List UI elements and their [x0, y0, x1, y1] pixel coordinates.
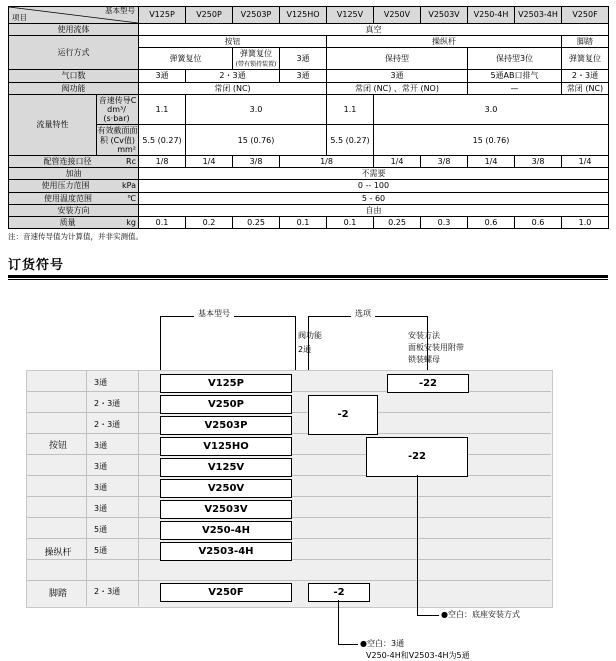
port-row-label: 配管连接口径 — [43, 156, 92, 166]
model-box[interactable]: V125P — [160, 374, 292, 393]
table-row — [9, 24, 609, 36]
model-box[interactable]: V2503V — [160, 500, 292, 519]
row-value: 常闭 (NC) — [139, 82, 327, 94]
footnote-leader-horizontal-2 — [338, 644, 358, 645]
row-value: 操纵杆 — [327, 36, 562, 48]
row-value: 常闭 (NC) — [562, 82, 609, 94]
table-row — [9, 168, 609, 180]
channel-label: 3通 — [94, 462, 108, 472]
row-value: 3通 — [327, 70, 468, 82]
row-label: 安装方向 — [9, 204, 139, 216]
flow-row-label: 有效截面面积 (Cv值) — [97, 126, 138, 145]
order-code-diagram — [8, 288, 608, 661]
row-label — [9, 192, 139, 204]
sub-value-main: 弹簧复位 — [240, 49, 272, 59]
table-row — [9, 192, 609, 204]
row-value: 15 (0.76) — [374, 125, 609, 156]
panel-row-separator — [26, 580, 551, 581]
corner-right-label: 基本型号 — [105, 6, 135, 15]
option-box-2-bottom[interactable]: -2 — [308, 583, 370, 602]
row-value: 3.0 — [374, 94, 609, 125]
table-row — [9, 204, 609, 216]
channel-label: 2・3通 — [94, 399, 121, 409]
row-label: 使用流体 — [9, 24, 139, 36]
table-footnote: 注：音速传导值为计算值，并非实测值。 — [8, 232, 143, 242]
row-unit: kPa — [122, 181, 136, 191]
row-value: 真空 — [139, 24, 609, 36]
row-label-text: 使用压力范围 — [41, 181, 90, 191]
table-row — [9, 94, 609, 125]
model-header: V250F — [562, 7, 609, 24]
sub-value-note: (带有锁持装置) — [235, 60, 277, 68]
option-box-2-top[interactable]: -2 — [308, 395, 378, 435]
row-value: 5.5 (0.27) — [139, 125, 186, 156]
base-model-bracket-left — [160, 316, 161, 370]
row-value: 5.5 (0.27) — [327, 125, 374, 156]
table-row — [9, 125, 609, 156]
model-box[interactable]: V2503P — [160, 416, 292, 435]
model-header: V125HO — [280, 7, 327, 24]
row-label: 阀功能 — [9, 82, 139, 94]
row-value: 1/8 — [139, 155, 186, 167]
row-value: 3/8 — [233, 155, 280, 167]
table-row — [9, 82, 609, 94]
channel-label: 3通 — [94, 441, 108, 451]
channel-label: 3通 — [94, 504, 108, 514]
row-value: 0.25 — [233, 216, 280, 228]
model-header: V2503-4H — [515, 7, 562, 24]
panel-col-separator — [138, 370, 139, 606]
row-value: 15 (0.76) — [186, 125, 327, 156]
model-box[interactable]: V125HO — [160, 437, 292, 456]
row-label: 气口数 — [9, 70, 139, 82]
row-value: 保持型3位 — [468, 48, 562, 70]
mount-method-text2: 锁装螺母 — [408, 355, 440, 365]
model-header: V250V — [374, 7, 421, 24]
row-value: 1/4 — [186, 155, 233, 167]
table-row — [9, 180, 609, 192]
channel-label: 2・3通 — [94, 587, 121, 597]
footnote-leader-horizontal-1 — [417, 615, 439, 616]
channel-label: 2・3通 — [94, 420, 121, 430]
valve-function-value: 2通 — [298, 345, 312, 355]
row-label-text: 质量 — [59, 217, 76, 227]
section-rule-thin — [8, 279, 608, 280]
group-label-lever: 操纵杆 — [44, 548, 72, 559]
row-value — [233, 48, 280, 70]
row-value: 按钮 — [139, 36, 327, 48]
option-caption: 选项 — [351, 308, 375, 319]
option-box-22-mid[interactable]: -22 — [366, 437, 468, 477]
row-label — [9, 216, 139, 228]
row-value: — — [468, 82, 562, 94]
row-value: 5 - 60 — [139, 192, 609, 204]
row-value: 0 -- 100 — [139, 180, 609, 192]
row-value: 0.3 — [421, 216, 468, 228]
row-value: 0.6 — [515, 216, 562, 228]
model-header: V2503V — [421, 7, 468, 24]
model-box[interactable]: V250F — [160, 583, 292, 602]
table-header-row — [9, 7, 609, 24]
row-value: 3/8 — [421, 155, 468, 167]
row-value: 0.6 — [468, 216, 515, 228]
row-value: 自由 — [139, 204, 609, 216]
row-value: 5通AB口排气 — [468, 70, 562, 82]
section-title: 订货符号 — [8, 258, 65, 274]
group-label-foot: 脚踏 — [48, 589, 67, 600]
row-value: 弹簧复位 — [139, 48, 233, 70]
row-value: 1/8 — [280, 155, 374, 167]
option-bracket-left — [308, 316, 309, 328]
model-box[interactable]: V125V — [160, 458, 292, 477]
model-header: V2503P — [233, 7, 280, 24]
model-box[interactable]: V250P — [160, 395, 292, 414]
option-box-22-top[interactable]: -22 — [387, 374, 469, 393]
group-label-button: 按钮 — [48, 441, 67, 452]
row-value: 3.0 — [186, 94, 327, 125]
table-row — [9, 155, 609, 167]
row-label-text: 使用温度范围 — [44, 193, 92, 203]
row-unit: ℃ — [127, 193, 136, 203]
model-header: V250-4H — [468, 7, 515, 24]
row-value: 1.1 — [139, 94, 186, 125]
model-box[interactable]: V250V — [160, 479, 292, 498]
row-value: 0.1 — [327, 216, 374, 228]
model-header: V125P — [139, 7, 186, 24]
row-label — [9, 155, 139, 167]
model-header: V125V — [327, 7, 374, 24]
row-value: 3通 — [139, 70, 186, 82]
footnote-leader-vertical-1 — [417, 475, 418, 615]
panel-col-separator — [86, 370, 87, 606]
footnote-valve-function-extra: V250-4H和V2503-4H为5通 — [366, 651, 470, 661]
row-value: 3/8 — [515, 155, 562, 167]
row-label: 运行方式 — [9, 36, 139, 70]
row-value: 0.1 — [139, 216, 186, 228]
row-value: 常闭 (NC) 、常开 (NO) — [327, 82, 468, 94]
footnote-leader-vertical-2 — [338, 600, 339, 644]
port-row-unit: Rc — [126, 156, 136, 166]
table-corner-cell — [9, 7, 139, 24]
flow-group-label: 流量特性 — [9, 94, 97, 155]
footnote-mount: ●空白：底座安装方式 — [441, 610, 520, 620]
channel-label: 3通 — [94, 483, 108, 493]
model-box[interactable]: V2503-4H — [160, 542, 292, 561]
base-model-caption: 基本型号 — [194, 308, 234, 319]
row-value: 1/4 — [468, 155, 515, 167]
mount-method-text1: 面板安装用附带 — [408, 343, 464, 353]
table-row — [9, 70, 609, 82]
row-value: 1.1 — [327, 94, 374, 125]
row-value: 弹簧复位 — [562, 48, 609, 70]
row-label — [9, 180, 139, 192]
model-box[interactable]: V250-4H — [160, 521, 292, 540]
row-value: 1.0 — [562, 216, 609, 228]
footnote-valve-function: ●空白：3通 — [360, 639, 405, 649]
corner-left-label: 项目 — [12, 13, 27, 23]
row-unit: kg — [126, 217, 136, 227]
row-value: 1/4 — [562, 155, 609, 167]
row-value: 3通 — [280, 48, 327, 70]
row-value: 0.25 — [374, 216, 421, 228]
section-rule-thick — [8, 275, 608, 278]
row-value: 0.2 — [186, 216, 233, 228]
channel-label: 5通 — [94, 546, 108, 556]
flow-row-label: 音速传导C — [98, 95, 137, 105]
row-value: 不需要 — [139, 168, 609, 180]
channel-label: 3通 — [94, 378, 108, 388]
specifications-table — [8, 6, 609, 229]
row-value: 3通 — [280, 70, 327, 82]
flow-row-unit: mm² — [117, 144, 136, 154]
option-bracket-right — [427, 316, 428, 328]
base-model-bracket-right — [295, 316, 296, 370]
row-value: 0.1 — [280, 216, 327, 228]
flow-row-unit: dm³/ (s·bar) — [103, 105, 130, 124]
mount-method-caption: 安装方法 — [408, 331, 440, 341]
table-row — [9, 36, 609, 48]
row-value: 2・3通 — [562, 70, 609, 82]
row-label — [97, 94, 139, 125]
valve-function-caption: 阀功能 — [298, 331, 322, 341]
row-value: 脚踏 — [562, 36, 609, 48]
row-label — [97, 125, 139, 156]
table-row — [9, 216, 609, 228]
row-value: 1/4 — [374, 155, 421, 167]
channel-label: 5通 — [94, 525, 108, 535]
row-value: 2・3通 — [186, 70, 280, 82]
datasheet-page — [0, 6, 616, 661]
model-header: V250P — [186, 7, 233, 24]
row-value: 保持型 — [327, 48, 468, 70]
row-label: 加油 — [9, 168, 139, 180]
